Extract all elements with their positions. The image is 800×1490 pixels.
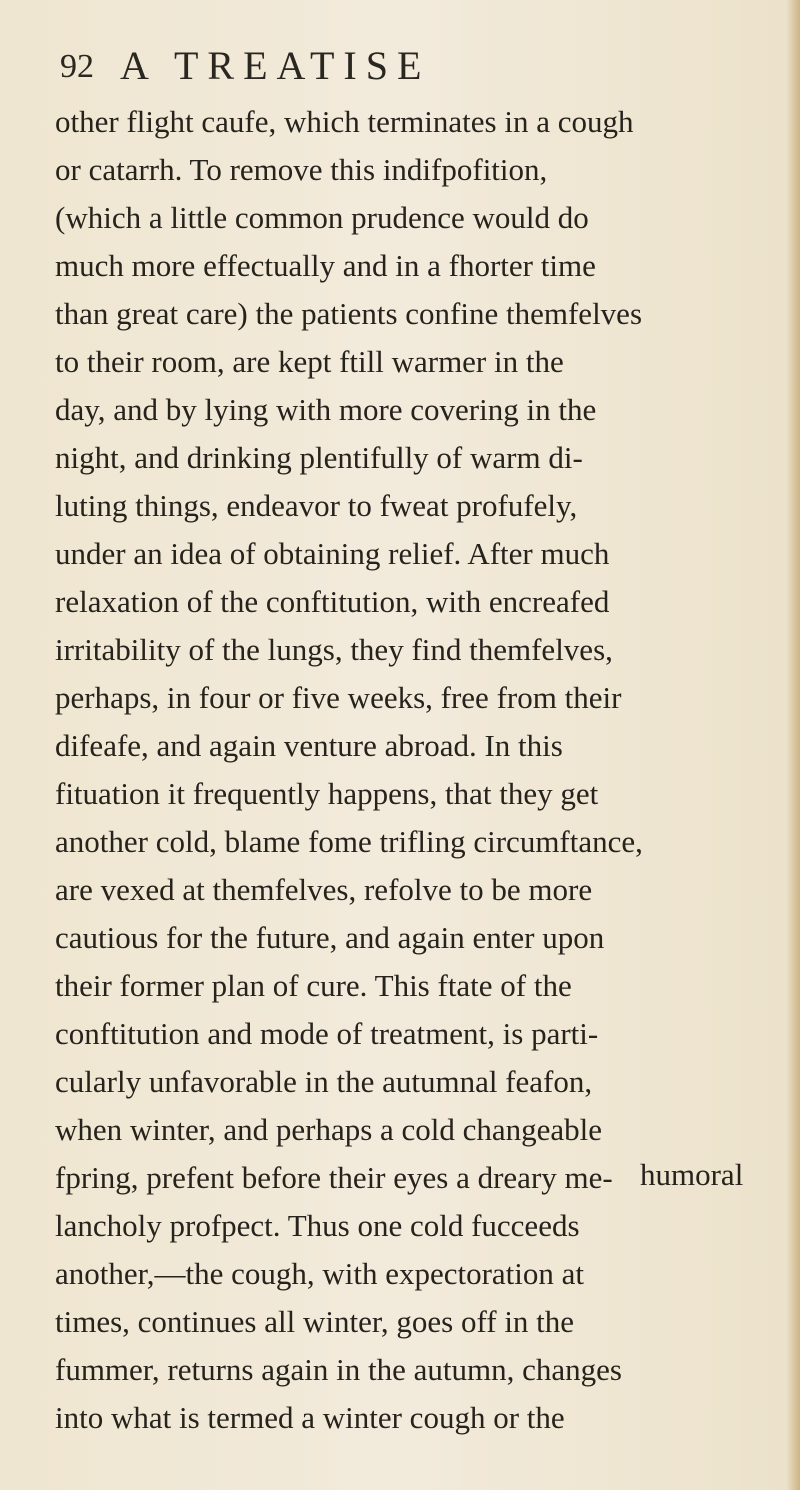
text-line: under an idea of obtaining relief. After much — [55, 536, 610, 571]
body-text — [55, 98, 773, 1442]
text-line: difeafe, and again venture abroad. In this — [55, 728, 563, 763]
text-line: when winter, and perhaps a cold changeable — [55, 1112, 603, 1147]
text-line: fituation it frequently happens, that they get — [55, 776, 599, 811]
catchword: humoral — [640, 1157, 744, 1192]
page-edge-shadow — [786, 0, 800, 1490]
running-head: A TREATISE — [120, 43, 431, 88]
text-line: than great care) the patients confine themfelves — [55, 296, 643, 331]
text-line: luting things, endeavor to fweat profufely, — [55, 488, 578, 523]
text-line: night, and drinking plentifully of warm di- — [55, 440, 583, 475]
text-line: irritability of the lungs, they find themfelves, — [55, 632, 613, 667]
text-line: other flight caufe, which terminates in a cough — [55, 104, 634, 139]
text-line: relaxation of the conftitution, with encreafed — [55, 584, 610, 619]
text-line: times, continues all winter, goes off in the — [55, 1304, 575, 1339]
text-line: conftitution and mode of treatment, is parti- — [55, 1016, 599, 1051]
page-number: 92 — [60, 48, 94, 85]
text-line: much more effectually and in a fhorter time — [55, 248, 596, 283]
text-line: are vexed at themfelves, refolve to be more — [55, 872, 593, 907]
text-line: their former plan of cure. This ftate of the — [55, 968, 572, 1003]
page-header — [60, 42, 620, 92]
text-line: into what is termed a winter cough or the — [55, 1400, 565, 1435]
text-line: perhaps, in four or five weeks, free from their — [55, 680, 622, 715]
text-line: or catarrh. To remove this indifpofition, — [55, 152, 548, 187]
text-line: cautious for the future, and again enter upon — [55, 920, 605, 955]
text-line: fummer, returns again in the autumn, changes — [55, 1352, 622, 1387]
text-line: day, and by lying with more covering in the — [55, 392, 597, 427]
text-line: to their room, are kept ftill warmer in the — [55, 344, 564, 379]
text-line: (which a little common prudence would do — [55, 200, 589, 235]
text-line: fpring, prefent before their eyes a dreary me- — [55, 1160, 613, 1195]
text-line: lancholy profpect. Thus one cold fucceeds — [55, 1208, 580, 1243]
text-line: another cold, blame fome trifling circumftance, — [55, 824, 643, 859]
text-line: another,—the cough, with expectoration at — [55, 1256, 585, 1291]
text-line: cularly unfavorable in the autumnal feafon, — [55, 1064, 593, 1099]
